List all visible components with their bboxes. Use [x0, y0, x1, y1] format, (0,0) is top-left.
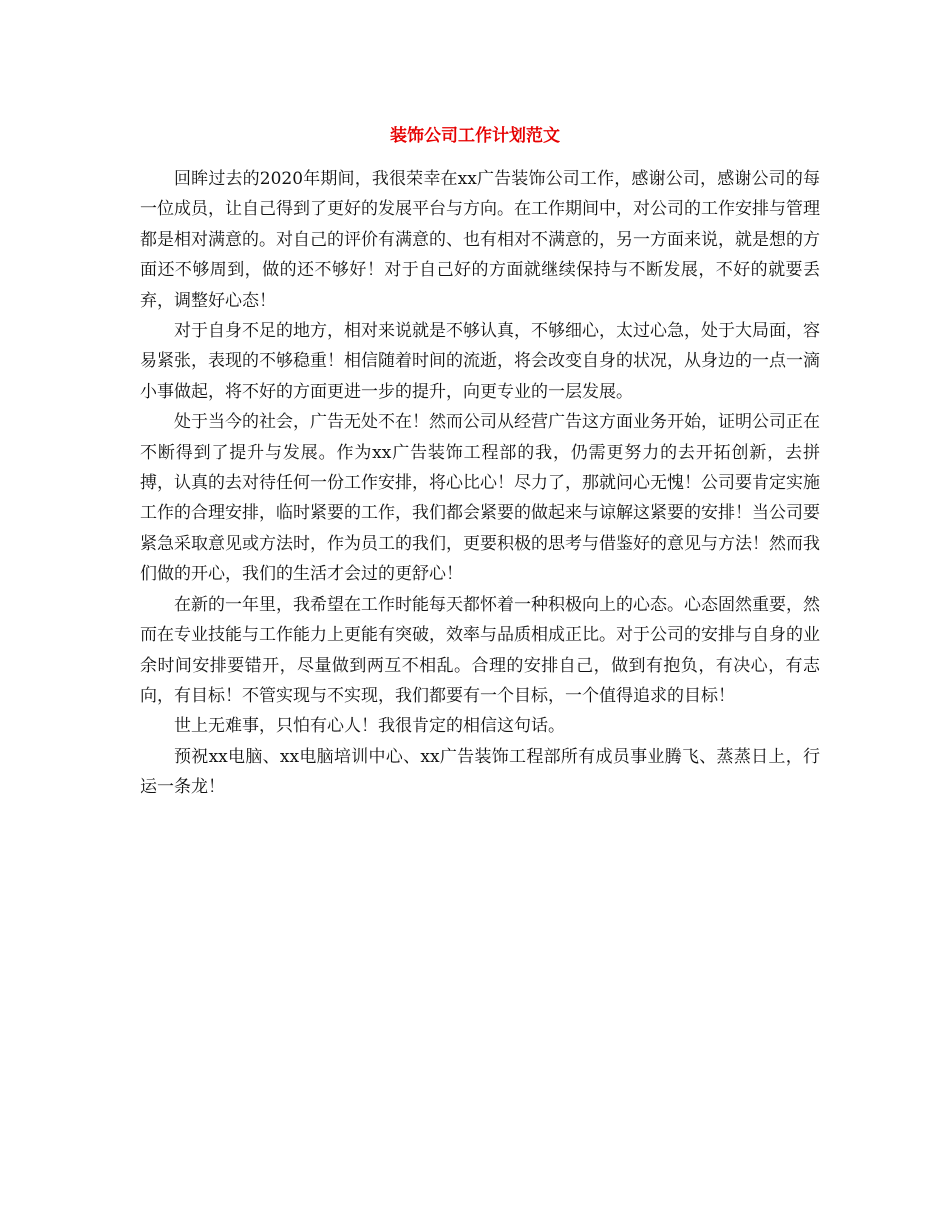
- paragraph: 在新的一年里，我希望在工作时能每天都怀着一种积极向上的心态。心态固然重要，然而在专业技能与工作能力上更能有突破，效率与品质相成正比。对于公司的安排与自身的业余时间安排要错开，尽量做到两互不相乱。合理的安排自己，做到有抱负，有决心，有志向，有目标！不管实现与不实现，我们都要有一个目标，一个值得追求的目标！: [140, 594, 820, 706]
- document-title: 装饰公司工作计划范文: [390, 126, 560, 146]
- paragraph: 处于当今的社会，广告无处不在！然而公司从经营广告这方面业务开始，证明公司正在不断得到了提升与发展。作为xx广告装饰工程部的我，仍需更努力的去开拓创新，去拼搏，认真的去对待任何一份工作安排，将心比心！尽力了，那就问心无愧！公司要肯定实施工作的合理安排，临时紧要的工作，我们都会紧要的做起来与谅解这紧要的安排！当公司要紧急采取意见或方法时，作为员工的我们，更要积极的思考与借鉴好的意见与方法！然而我们做的开心，我们的生活才会过的更舒心！: [140, 412, 820, 585]
- paragraph: 对于自身不足的地方，相对来说就是不够认真，不够细心，太过心急，处于大局面，容易紧张，表现的不够稳重！相信随着时间的流逝，将会改变自身的状况，从身边的一点一滴小事做起，将不好的方面更进一步的提升，向更专业的一层发展。: [140, 321, 820, 402]
- paragraph: 预祝xx电脑、xx电脑培训中心、xx广告装饰工程部所有成员事业腾飞、蒸蒸日上，行运一条龙！: [140, 746, 820, 798]
- document-body: [140, 164, 820, 803]
- paragraph: 世上无难事，只怕有心人！我很肯定的相信这句话。: [174, 716, 565, 737]
- paragraph: 回眸过去的2020年期间，我很荣幸在xx广告装饰公司工作，感谢公司，感谢公司的每一位成员，让自己得到了更好的发展平台与方向。在工作期间中，对公司的工作安排与管理都是相对满意的。对自己的评价有满意的、也有相对不满意的，另一方面来说，就是想的方面还不够周到，做的还不够好！对于自己好的方面就继续保持与不断发展，不好的就要丢弃，调整好心态！: [140, 169, 820, 311]
